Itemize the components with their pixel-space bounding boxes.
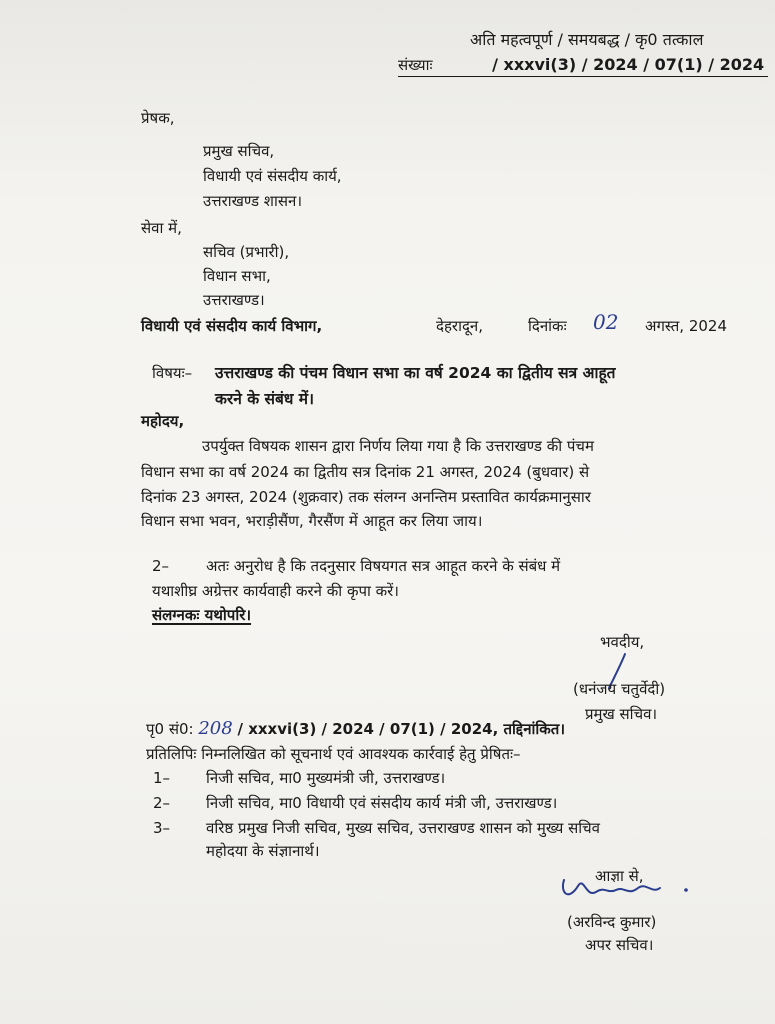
salutation: महोदय, xyxy=(141,412,185,430)
copy-item-number: 2– xyxy=(153,794,171,812)
reference-number: / xxxvi(3) / 2024 / 07(1) / 2024 xyxy=(492,55,765,74)
signatory-name: (धनंजय चतुर्वेदी) xyxy=(573,680,666,698)
endorsement-number-handwritten: 208 xyxy=(198,718,233,739)
paragraph-line: दिनांक 23 अगस्त, 2024 (शुक्रवार) तक संलग्न अनन्तिम प्रस्तावित कार्यक्रमानुसार xyxy=(141,488,591,506)
date-label: दिनांकः xyxy=(528,317,567,335)
signatory-name: (अरविन्द कुमार) xyxy=(567,913,657,931)
copy-item-number: 1– xyxy=(153,769,171,787)
signatory-designation: प्रमुख सचिव। xyxy=(585,705,658,723)
closing: भवदीय, xyxy=(600,633,645,651)
endorsement-reference: / xxxvi(3) / 2024 / 07(1) / 2024, तद्दिनांकित। xyxy=(237,720,566,738)
paragraph-line: यथाशीघ्र अग्रेत्तर कार्यवाही करने की कृपा करें। xyxy=(152,582,399,600)
copy-item: निजी सचिव, मा0 विधायी एवं संसदीय कार्य मंत्री जी, उत्तराखण्ड। xyxy=(206,794,558,812)
department-name: विधायी एवं संसदीय कार्य विभाग, xyxy=(141,317,323,335)
recipient-label: सेवा में, xyxy=(141,219,182,237)
place-name: देहरादून, xyxy=(436,317,484,335)
copy-item-number: 3– xyxy=(153,819,171,837)
sender-label: प्रेषक, xyxy=(141,109,175,127)
sender-line: प्रमुख सचिव, xyxy=(203,142,275,160)
recipient-line: सचिव (प्रभारी), xyxy=(203,243,290,261)
sender-line: विधायी एवं संसदीय कार्य, xyxy=(203,167,342,185)
signature-mark xyxy=(556,872,696,912)
subject-line: करने के संबंध में। xyxy=(215,390,314,408)
order-line: आज्ञा से, xyxy=(595,867,644,885)
paragraph-number: 2– xyxy=(152,557,170,575)
recipient-line: उत्तराखण्ड। xyxy=(203,291,265,309)
sender-line: उत्तराखण्ड शासन। xyxy=(203,192,303,210)
copy-to-line: प्रतिलिपिः निम्नलिखित को सूचनार्थ एवं आवश्यक कार्रवाई हेतु प्रेषितः– xyxy=(146,745,521,763)
subject-label: विषयः– xyxy=(152,364,193,382)
copy-item: वरिष्ठ प्रमुख निजी सचिव, मुख्य सचिव, उत्तराखण्ड शासन को मुख्य सचिव xyxy=(206,819,600,837)
subject-line: उत्तराखण्ड की पंचम विधान सभा का वर्ष 2024 का द्वितीय सत्र आहूत xyxy=(215,364,616,382)
copy-item: निजी सचिव, मा0 मुख्यमंत्री जी, उत्तराखण्ड। xyxy=(206,769,446,787)
paragraph-line: विधान सभा भवन, भराड़ीसैंण, गैरसैंण में आहूत कर लिया जाय। xyxy=(141,512,483,530)
reference-label: संख्याः xyxy=(398,56,433,74)
copy-item: महोदया के संज्ञानार्थ। xyxy=(206,842,320,860)
date-month-year: अगस्त, 2024 xyxy=(645,317,728,335)
priority-line: अति महत्वपूर्ण / समयबद्ध / कृ0 तत्काल xyxy=(470,30,704,49)
date-day-handwritten: 02 xyxy=(593,310,619,334)
recipient-line: विधान सभा, xyxy=(203,267,271,285)
paragraph-line: उपर्युक्त विषयक शासन द्वारा निर्णय लिया गया है कि उत्तराखण्ड की पंचम xyxy=(202,437,594,455)
signatory-designation: अपर सचिव। xyxy=(585,936,654,954)
paragraph-line: विधान सभा का वर्ष 2024 का द्वितीय सत्र दिनांक 21 अगस्त, 2024 (बुधवार) से xyxy=(141,463,590,481)
endorsement-label: पृ0 सं0: xyxy=(146,720,194,738)
enclosure-note: संलग्नकः यथोपरि। xyxy=(152,606,252,624)
reference-line xyxy=(398,55,768,77)
endorsement-line xyxy=(146,719,565,739)
paragraph-line: अतः अनुरोध है कि तदनुसार विषयगत सत्र आहूत करने के संबंध में xyxy=(206,557,561,575)
